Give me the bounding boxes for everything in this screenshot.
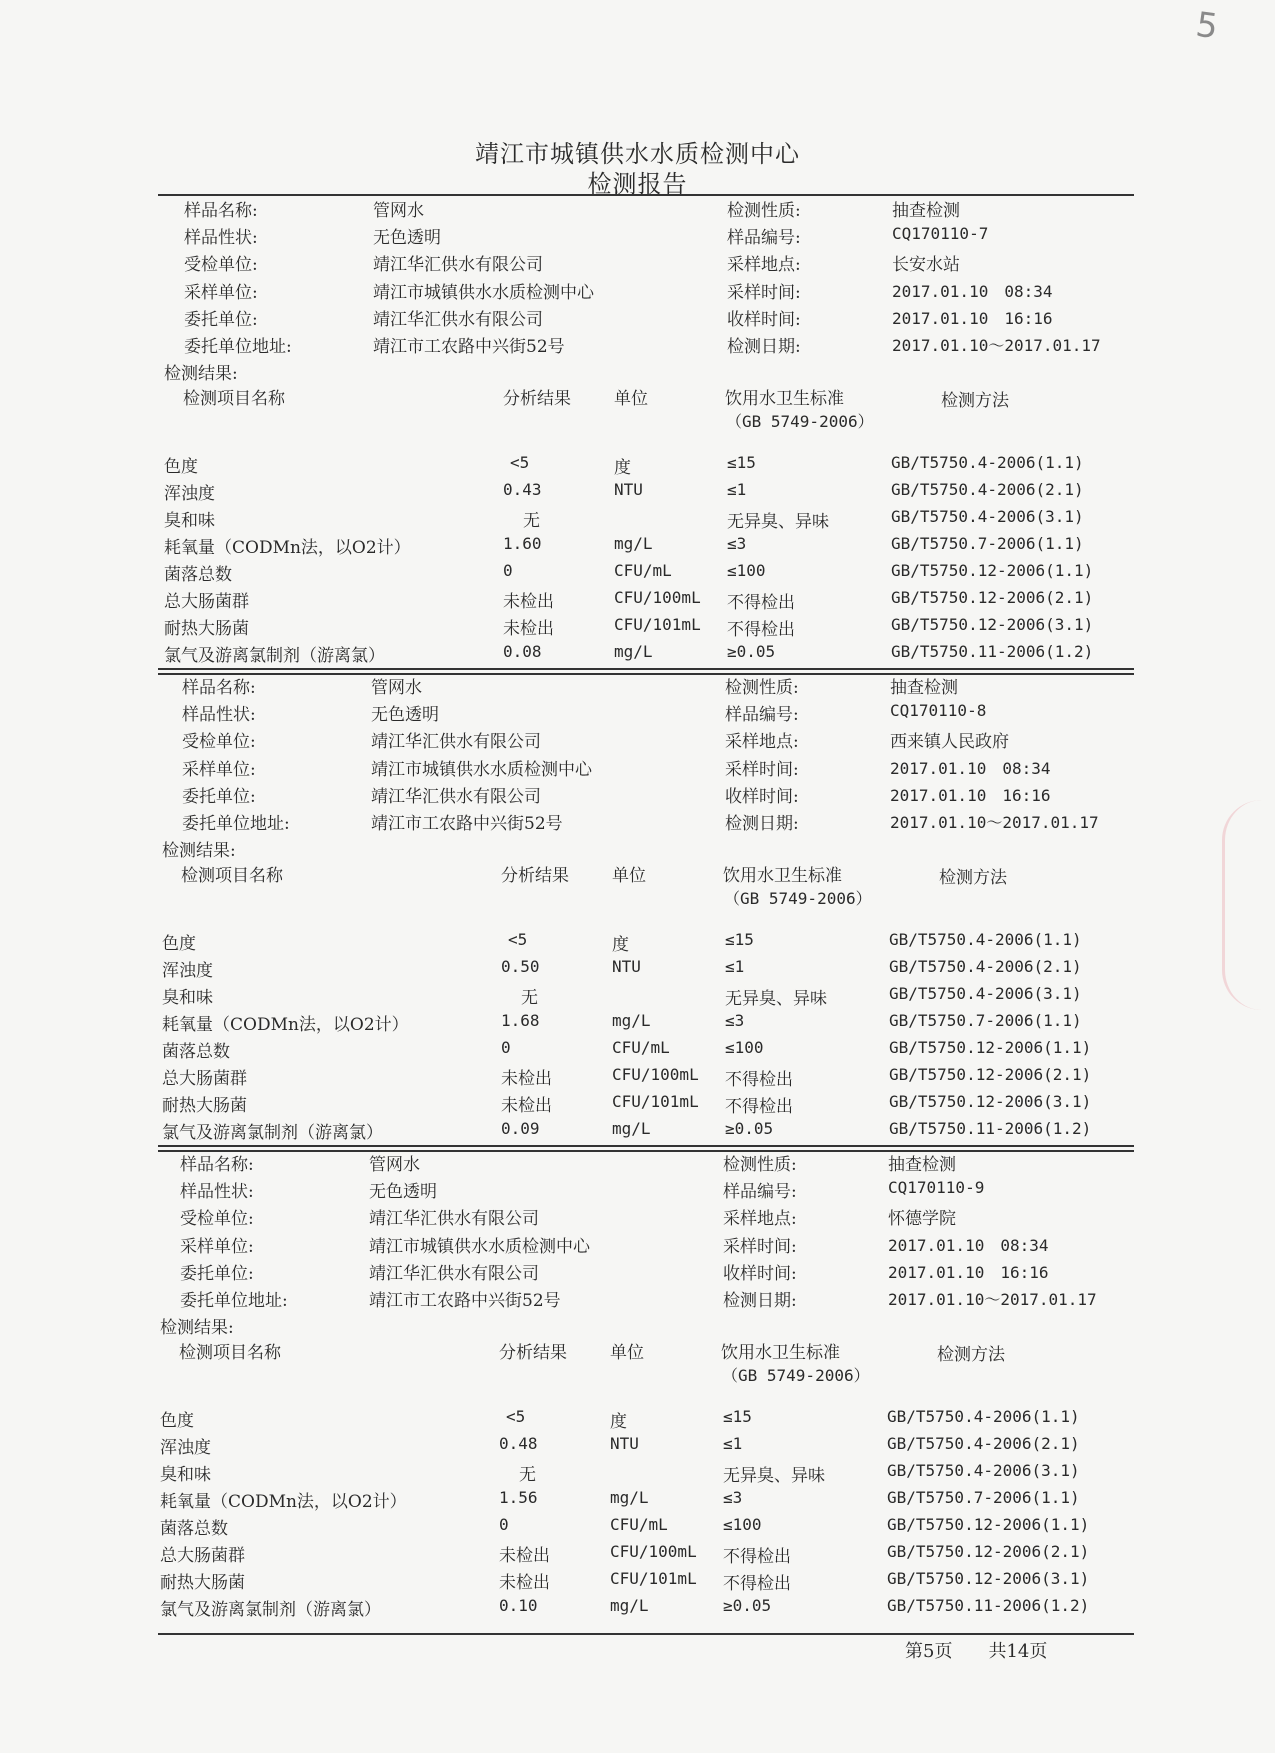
result-value: 未检出	[501, 1095, 552, 1116]
result-value: 未检出	[501, 1068, 552, 1089]
result-method: GB/T5750.12-2006(1.1)	[889, 1037, 1092, 1057]
info-value: CQ170110-9	[888, 1178, 985, 1198]
result-standard: 不得检出	[725, 1069, 793, 1090]
column-header-unit: 单位	[612, 866, 646, 887]
info-label: 采样地点:	[723, 1209, 797, 1230]
sample-section	[0, 673, 1099, 1143]
result-method: GB/T5750.7-2006(1.1)	[887, 1487, 1080, 1507]
result-unit: CFU/mL	[610, 1514, 668, 1534]
info-label: 采样单位:	[180, 1236, 254, 1257]
result-standard: ≤1	[725, 957, 745, 977]
result-value: 未检出	[499, 1572, 550, 1593]
result-method: GB/T5750.7-2006(1.1)	[891, 533, 1084, 553]
result-unit: CFU/101mL	[612, 1091, 699, 1111]
info-value: 2017.01.10 08:34	[888, 1235, 1049, 1255]
result-item: 总大肠菌群	[164, 591, 249, 612]
result-standard: ≤3	[723, 1487, 743, 1507]
result-method: GB/T5750.7-2006(1.1)	[889, 1010, 1082, 1030]
result-value: 0.43	[503, 480, 542, 500]
result-method: GB/T5750.12-2006(2.1)	[887, 1541, 1090, 1561]
info-value: 2017.01.10 08:34	[890, 758, 1051, 778]
result-item: 氯气及游离氯制剂（游离氯）	[160, 1599, 381, 1620]
result-item: 色度	[162, 934, 196, 955]
result-standard: ≤15	[727, 453, 756, 473]
result-item: 氯气及游离氯制剂（游离氯）	[164, 645, 385, 666]
result-unit: 度	[614, 458, 631, 479]
info-value: CQ170110-8	[890, 701, 987, 721]
result-value: 未检出	[499, 1545, 550, 1566]
result-unit: CFU/mL	[614, 560, 672, 580]
column-header-result: 分析结果	[501, 866, 569, 887]
result-value: 未检出	[503, 618, 554, 639]
info-value: 2017.01.10～2017.01.17	[890, 813, 1099, 832]
result-item: 浑浊度	[164, 484, 215, 505]
result-item: 氯气及游离氯制剂（游离氯）	[162, 1122, 383, 1143]
result-unit: mg/L	[612, 1118, 651, 1138]
report-title: 检测报告	[587, 170, 688, 198]
result-standard: ≥0.05	[727, 641, 776, 661]
info-value: 2017.01.10 16:16	[892, 308, 1053, 328]
result-value: 无	[519, 1465, 536, 1485]
info-label: 采样单位:	[184, 282, 258, 303]
info-label: 收样时间:	[727, 309, 801, 330]
results-heading: 检测结果:	[160, 1318, 234, 1339]
info-label: 委托单位:	[180, 1263, 254, 1284]
info-label: 检测性质:	[727, 201, 801, 221]
result-unit: CFU/mL	[612, 1037, 670, 1057]
info-value: 2017.01.10～2017.01.17	[888, 1290, 1097, 1309]
info-label: 受检单位:	[182, 732, 256, 753]
result-unit: mg/L	[612, 1010, 651, 1030]
result-unit: mg/L	[610, 1595, 649, 1615]
column-header-method: 检测方法	[939, 868, 1007, 889]
result-value: 无	[521, 988, 538, 1008]
result-standard: ≤15	[725, 930, 754, 950]
info-label: 样品名称:	[184, 201, 258, 221]
info-label: 检测性质:	[725, 678, 799, 698]
result-standard: ≤100	[723, 1514, 762, 1534]
result-unit: mg/L	[610, 1487, 649, 1507]
info-value: 2017.01.10 16:16	[888, 1262, 1049, 1282]
info-label: 采样时间:	[723, 1236, 797, 1257]
result-value: 1.60	[503, 533, 542, 553]
info-value: 靖江华汇供水有限公司	[369, 1263, 539, 1284]
footer-rule	[158, 1633, 1134, 1635]
result-value: 0.50	[501, 957, 540, 977]
column-header-unit: 单位	[610, 1343, 644, 1364]
section-divider-2	[158, 1145, 1134, 1147]
results-heading: 检测结果:	[162, 841, 236, 862]
result-value: <5	[510, 453, 530, 473]
result-item: 色度	[164, 457, 198, 478]
result-method: GB/T5750.11-2006(1.2)	[887, 1595, 1090, 1615]
info-value: 2017.01.10 08:34	[892, 281, 1053, 301]
info-value: 靖江市城镇供水水质检测中心	[373, 282, 594, 303]
results-heading: 检测结果:	[164, 364, 238, 385]
result-unit: NTU	[614, 480, 643, 500]
sample-section	[0, 1150, 1097, 1620]
info-value: 靖江市工农路中兴街52号	[369, 1291, 561, 1311]
result-unit: CFU/100mL	[612, 1064, 699, 1084]
result-method: GB/T5750.4-2006(3.1)	[889, 984, 1082, 1003]
result-unit: CFU/100mL	[610, 1541, 697, 1561]
column-header-item: 检测项目名称	[179, 1343, 281, 1364]
result-standard: 不得检出	[725, 1096, 793, 1117]
info-label: 检测日期:	[727, 337, 801, 357]
info-label: 委托单位地址:	[182, 814, 290, 834]
result-value: 未检出	[503, 591, 554, 612]
info-value: 靖江华汇供水有限公司	[369, 1209, 539, 1230]
result-standard: 不得检出	[723, 1573, 791, 1594]
result-standard: ≤1	[727, 480, 747, 500]
result-item: 耐热大肠菌	[162, 1095, 247, 1116]
column-header-standard-code: （GB 5749-2006）	[722, 1366, 870, 1386]
info-value: 抽查检测	[892, 201, 960, 221]
section-divider-1	[158, 668, 1134, 670]
column-header-method: 检测方法	[941, 391, 1009, 412]
info-value: 管网水	[371, 678, 422, 698]
info-label: 收样时间:	[725, 786, 799, 807]
result-item: 耗氧量（CODMn法，以O2计）	[164, 537, 411, 558]
result-item: 臭和味	[164, 511, 215, 531]
info-value: 靖江华汇供水有限公司	[371, 732, 541, 753]
result-item: 菌落总数	[164, 564, 232, 585]
column-header-standard-code: （GB 5749-2006）	[726, 412, 874, 432]
info-value: 西来镇人民政府	[890, 732, 1009, 753]
result-method: GB/T5750.12-2006(3.1)	[889, 1091, 1092, 1111]
result-method: GB/T5750.4-2006(1.1)	[889, 930, 1082, 950]
result-method: GB/T5750.12-2006(2.1)	[889, 1064, 1092, 1084]
result-standard: 无异臭、异味	[727, 512, 829, 532]
result-standard: 不得检出	[727, 592, 795, 613]
info-label: 收样时间:	[723, 1263, 797, 1284]
info-value: 靖江市工农路中兴街52号	[373, 337, 565, 357]
result-method: GB/T5750.12-2006(3.1)	[891, 614, 1094, 634]
result-unit: NTU	[610, 1434, 639, 1454]
info-label: 委托单位地址:	[184, 337, 292, 357]
result-value: 0.08	[503, 641, 542, 661]
result-unit: mg/L	[614, 533, 653, 553]
handwritten-page-mark: 5	[1193, 4, 1221, 48]
info-label: 受检单位:	[184, 255, 258, 276]
result-method: GB/T5750.4-2006(1.1)	[887, 1407, 1080, 1427]
info-label: 样品性状:	[180, 1182, 254, 1203]
result-unit: CFU/100mL	[614, 587, 701, 607]
result-item: 耗氧量（CODMn法，以O2计）	[160, 1491, 407, 1512]
info-value: 靖江华汇供水有限公司	[373, 255, 543, 276]
page-number: 第5页 共14页	[905, 1641, 1048, 1662]
result-value: 0.09	[501, 1118, 540, 1138]
result-method: GB/T5750.4-2006(2.1)	[891, 480, 1084, 500]
result-value: 0	[499, 1514, 509, 1534]
result-value: 1.68	[501, 1010, 540, 1030]
info-label: 委托单位:	[182, 786, 256, 807]
info-label: 受检单位:	[180, 1209, 254, 1230]
info-label: 检测日期:	[723, 1291, 797, 1311]
info-label: 采样地点:	[725, 732, 799, 753]
info-value: 怀德学院	[888, 1209, 956, 1230]
info-label: 样品名称:	[180, 1155, 254, 1175]
info-label: 样品名称:	[182, 678, 256, 698]
result-item: 浑浊度	[160, 1438, 211, 1459]
info-label: 委托单位地址:	[180, 1291, 288, 1311]
result-item: 总大肠菌群	[162, 1068, 247, 1089]
result-method: GB/T5750.4-2006(2.1)	[889, 957, 1082, 977]
info-value: 2017.01.10 16:16	[890, 785, 1051, 805]
result-standard: 不得检出	[723, 1546, 791, 1567]
result-item: 耐热大肠菌	[164, 618, 249, 639]
result-value: 无	[523, 511, 540, 531]
organization-title: 靖江市城镇供水水质检测中心	[475, 140, 800, 168]
column-header-result: 分析结果	[503, 389, 571, 410]
sample-section	[0, 196, 1101, 666]
result-standard: ≤3	[727, 533, 747, 553]
column-header-standard: 饮用水卫生标准	[723, 866, 842, 887]
result-value: 1.56	[499, 1487, 538, 1507]
column-header-unit: 单位	[614, 389, 648, 410]
result-unit: CFU/101mL	[614, 614, 701, 634]
result-unit: 度	[612, 935, 629, 956]
info-value: 靖江市工农路中兴街52号	[371, 814, 563, 834]
info-label: 检测日期:	[725, 814, 799, 834]
info-value: 管网水	[369, 1155, 420, 1175]
info-label: 样品性状:	[182, 705, 256, 726]
column-header-item: 检测项目名称	[181, 866, 283, 887]
result-standard: ≤15	[723, 1407, 752, 1427]
info-label: 采样时间:	[727, 282, 801, 303]
result-unit: 度	[610, 1412, 627, 1433]
result-method: GB/T5750.12-2006(1.1)	[891, 560, 1094, 580]
result-unit: NTU	[612, 957, 641, 977]
result-method: GB/T5750.4-2006(2.1)	[887, 1434, 1080, 1454]
info-value: 靖江市城镇供水水质检测中心	[371, 759, 592, 780]
info-value: 靖江市城镇供水水质检测中心	[369, 1236, 590, 1257]
info-value: 无色透明	[373, 228, 441, 249]
result-standard: 不得检出	[727, 619, 795, 640]
result-item: 耐热大肠菌	[160, 1572, 245, 1593]
info-value: 靖江华汇供水有限公司	[373, 309, 543, 330]
info-label: 委托单位:	[184, 309, 258, 330]
info-value: 管网水	[373, 201, 424, 221]
info-label: 采样单位:	[182, 759, 256, 780]
info-label: 采样时间:	[725, 759, 799, 780]
result-method: GB/T5750.12-2006(2.1)	[891, 587, 1094, 607]
result-value: <5	[508, 930, 528, 950]
result-method: GB/T5750.11-2006(1.2)	[889, 1118, 1092, 1138]
result-standard: ≤100	[725, 1037, 764, 1057]
column-header-standard: 饮用水卫生标准	[725, 389, 844, 410]
result-standard: ≥0.05	[723, 1595, 772, 1615]
result-standard: ≥0.05	[725, 1118, 774, 1138]
info-label: 样品编号:	[725, 705, 799, 726]
result-unit: CFU/101mL	[610, 1568, 697, 1588]
column-header-result: 分析结果	[499, 1343, 567, 1364]
result-item: 总大肠菌群	[160, 1545, 245, 1566]
info-label: 检测性质:	[723, 1155, 797, 1175]
result-item: 臭和味	[162, 988, 213, 1008]
result-value: 0.10	[499, 1595, 538, 1615]
result-method: GB/T5750.12-2006(3.1)	[887, 1568, 1090, 1588]
result-standard: 无异臭、异味	[725, 989, 827, 1009]
result-standard: ≤1	[723, 1434, 743, 1454]
result-method: GB/T5750.4-2006(3.1)	[891, 507, 1084, 526]
result-method: GB/T5750.4-2006(1.1)	[891, 453, 1084, 473]
result-item: 臭和味	[160, 1465, 211, 1485]
column-header-standard: 饮用水卫生标准	[721, 1343, 840, 1364]
info-value: 2017.01.10～2017.01.17	[892, 336, 1101, 355]
info-value: CQ170110-7	[892, 224, 989, 244]
result-standard: ≤100	[727, 560, 766, 580]
info-label: 样品编号:	[723, 1182, 797, 1203]
info-value: 无色透明	[369, 1182, 437, 1203]
result-item: 浑浊度	[162, 961, 213, 982]
result-item: 色度	[160, 1411, 194, 1432]
info-value: 无色透明	[371, 705, 439, 726]
info-value: 靖江华汇供水有限公司	[371, 786, 541, 807]
column-header-standard-code: （GB 5749-2006）	[724, 889, 872, 909]
column-header-method: 检测方法	[937, 1345, 1005, 1366]
result-value: 0	[503, 560, 513, 580]
result-method: GB/T5750.4-2006(3.1)	[887, 1461, 1080, 1480]
result-item: 耗氧量（CODMn法，以O2计）	[162, 1014, 409, 1035]
result-standard: 无异臭、异味	[723, 1466, 825, 1486]
result-standard: ≤3	[725, 1010, 745, 1030]
result-method: GB/T5750.11-2006(1.2)	[891, 641, 1094, 661]
info-label: 样品性状:	[184, 228, 258, 249]
result-value: <5	[506, 1407, 526, 1427]
result-item: 菌落总数	[160, 1518, 228, 1539]
result-item: 菌落总数	[162, 1041, 230, 1062]
result-method: GB/T5750.12-2006(1.1)	[887, 1514, 1090, 1534]
info-value: 抽查检测	[888, 1155, 956, 1175]
info-label: 采样地点:	[727, 255, 801, 276]
result-value: 0.48	[499, 1434, 538, 1454]
result-unit: mg/L	[614, 641, 653, 661]
info-value: 抽查检测	[890, 678, 958, 698]
info-label: 样品编号:	[727, 228, 801, 249]
stamp-mark	[1222, 800, 1265, 1010]
info-value: 长安水站	[892, 255, 960, 276]
result-value: 0	[501, 1037, 511, 1057]
column-header-item: 检测项目名称	[183, 389, 285, 410]
